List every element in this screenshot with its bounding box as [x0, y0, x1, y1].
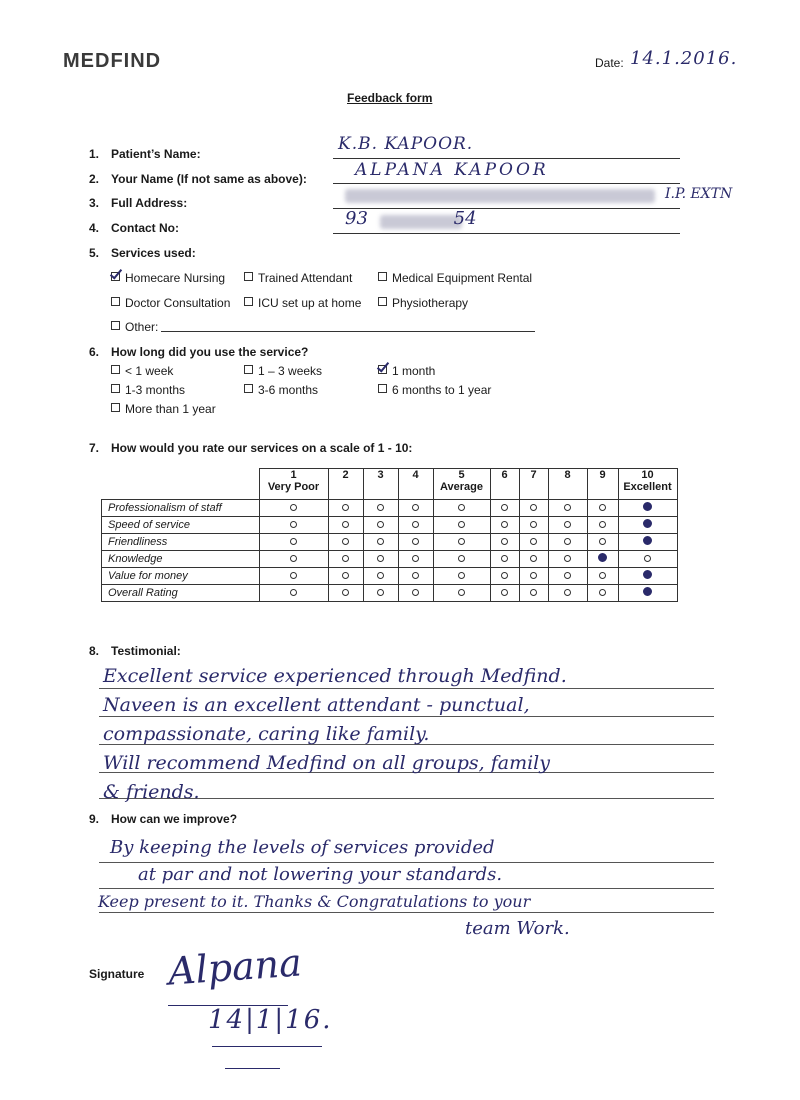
- improve-label: 9. How can we improve?: [89, 812, 238, 826]
- rating-radio[interactable]: [290, 538, 297, 545]
- patient-name-label: 1. Patient’s Name:: [89, 147, 201, 161]
- rating-radio[interactable]: [342, 538, 349, 545]
- rating-row-label: Knowledge: [102, 551, 260, 568]
- rating-radio[interactable]: [290, 521, 297, 528]
- rating-cell: [519, 534, 548, 551]
- rating-cell: [587, 568, 618, 585]
- rating-col-10: 10 Excellent: [618, 469, 677, 500]
- rating-cell: [259, 551, 328, 568]
- rating-radio-selected[interactable]: [643, 587, 652, 596]
- rating-radio[interactable]: [599, 521, 606, 528]
- checkbox[interactable]: [111, 321, 120, 330]
- service-other[interactable]: Other:: [111, 320, 158, 334]
- rating-radio-selected[interactable]: [643, 519, 652, 528]
- rating-cell: [618, 500, 677, 517]
- rating-radio[interactable]: [501, 538, 508, 545]
- rating-cell: [398, 517, 433, 534]
- rating-cell: [618, 534, 677, 551]
- testimonial-line: & friends.: [103, 781, 200, 803]
- rating-header-row: [102, 469, 678, 500]
- rating-cell: [363, 568, 398, 585]
- rating-radio[interactable]: [458, 538, 465, 545]
- rating-radio[interactable]: [458, 504, 465, 511]
- rating-cell: [433, 500, 490, 517]
- rating-radio[interactable]: [412, 504, 419, 511]
- rating-cell: [548, 534, 587, 551]
- rating-radio[interactable]: [564, 555, 571, 562]
- rating-cell: [587, 551, 618, 568]
- rating-cell: [328, 534, 363, 551]
- checkbox-checked[interactable]: [111, 272, 120, 281]
- rating-cell: [363, 551, 398, 568]
- rating-radio-selected[interactable]: [598, 553, 607, 562]
- rating-cell: [587, 517, 618, 534]
- rating-cell: [328, 568, 363, 585]
- rating-cell: [548, 517, 587, 534]
- checkbox[interactable]: [111, 403, 120, 412]
- contact-line: [333, 233, 680, 234]
- contact-value: 93 54: [345, 208, 477, 229]
- rating-radio[interactable]: [377, 521, 384, 528]
- testimonial-line: Will recommend Medfind on all groups, family: [103, 752, 550, 774]
- rating-radio[interactable]: [458, 572, 465, 579]
- rating-table: [101, 468, 678, 602]
- rating-radio[interactable]: [342, 521, 349, 528]
- checkbox[interactable]: [244, 365, 253, 374]
- service-homecare-nursing[interactable]: Homecare Nursing: [111, 271, 225, 285]
- rating-radio[interactable]: [290, 555, 297, 562]
- address-label: 3. Full Address:: [89, 196, 188, 210]
- rating-cell: [398, 534, 433, 551]
- rating-radio[interactable]: [501, 504, 508, 511]
- rating-cell: [519, 517, 548, 534]
- rating-row: [102, 568, 678, 585]
- rating-row: [102, 551, 678, 568]
- signature-date: 14|1|16.: [208, 1005, 333, 1035]
- rating-row: [102, 517, 678, 534]
- service-equipment-rental[interactable]: Medical Equipment Rental: [378, 271, 532, 285]
- rating-radio[interactable]: [377, 504, 384, 511]
- rating-col-2: 2: [328, 469, 363, 500]
- contact-label: 4. Contact No:: [89, 221, 179, 235]
- rating-radio[interactable]: [530, 555, 537, 562]
- rating-corner: [102, 469, 260, 500]
- rating-radio[interactable]: [412, 589, 419, 596]
- rating-cell: [259, 585, 328, 602]
- rating-cell: [548, 568, 587, 585]
- rating-cell: [398, 585, 433, 602]
- rating-cell: [490, 517, 519, 534]
- rating-radio[interactable]: [644, 555, 651, 562]
- rating-radio[interactable]: [530, 521, 537, 528]
- rating-row-label: Professionalism of staff: [102, 500, 260, 517]
- rating-cell: [259, 534, 328, 551]
- rating-cell: [519, 585, 548, 602]
- patient-name-value: K.B. KAPOOR.: [338, 134, 474, 154]
- rating-radio[interactable]: [377, 589, 384, 596]
- rating-col-5: 5 Average: [433, 469, 490, 500]
- checkbox[interactable]: [378, 297, 387, 306]
- your-name-value: ALPANA KAPOOR: [355, 160, 549, 180]
- rating-row: [102, 500, 678, 517]
- rating-radio[interactable]: [342, 555, 349, 562]
- address-value: I.P. EXTN: [665, 186, 733, 202]
- rating-cell: [490, 551, 519, 568]
- rating-radio[interactable]: [290, 589, 297, 596]
- rating-cell: [363, 534, 398, 551]
- duration-less-1-week[interactable]: < 1 week: [111, 364, 173, 378]
- rating-radio[interactable]: [599, 572, 606, 579]
- company-logo: MEDFIND: [63, 50, 162, 72]
- rating-cell: [490, 500, 519, 517]
- duration-label: 6. How long did you use the service?: [89, 345, 309, 359]
- rating-cell: [618, 517, 677, 534]
- checkbox[interactable]: [111, 297, 120, 306]
- rating-row: [102, 534, 678, 551]
- checkbox[interactable]: [111, 384, 120, 393]
- rating-radio[interactable]: [501, 572, 508, 579]
- rating-cell: [328, 585, 363, 602]
- rating-radio[interactable]: [530, 504, 537, 511]
- duration-1-3-months[interactable]: 1-3 months: [111, 383, 185, 397]
- rating-label: 7. How would you rate our services on a scale of 1 - 10:: [89, 441, 413, 455]
- rating-cell: [519, 551, 548, 568]
- rating-radio[interactable]: [501, 555, 508, 562]
- rating-cell: [548, 585, 587, 602]
- improve-text: [98, 834, 570, 942]
- date-value: 14.1.2016.: [630, 48, 738, 69]
- rating-cell: [490, 585, 519, 602]
- rating-radio[interactable]: [377, 538, 384, 545]
- rating-cell: [587, 585, 618, 602]
- rating-cell: [259, 500, 328, 517]
- rating-cell: [363, 500, 398, 517]
- signature-name: Alpana: [166, 940, 304, 994]
- rating-cell: [618, 585, 677, 602]
- testimonial-line: Naveen is an excellent attendant - punctual,: [103, 694, 530, 716]
- rating-radio[interactable]: [564, 504, 571, 511]
- improve-line: By keeping the levels of services provided: [110, 837, 495, 858]
- rating-radio-selected[interactable]: [643, 536, 652, 545]
- rating-cell: [618, 568, 677, 585]
- patient-name-line: [333, 158, 680, 159]
- rating-radio[interactable]: [501, 589, 508, 596]
- rating-row-label: Overall Rating: [102, 585, 260, 602]
- form-title: Feedback form: [347, 91, 433, 105]
- checkbox[interactable]: [244, 297, 253, 306]
- rating-radio[interactable]: [564, 538, 571, 545]
- rating-radio[interactable]: [377, 555, 384, 562]
- rating-radio-selected[interactable]: [643, 502, 652, 511]
- signature-stroke: [225, 1068, 280, 1069]
- rating-radio[interactable]: [412, 572, 419, 579]
- rating-cell: [433, 534, 490, 551]
- rating-col-1: 1 Very Poor: [259, 469, 328, 500]
- testimonial-text: [103, 662, 567, 807]
- rating-cell: [328, 517, 363, 534]
- rating-radio[interactable]: [342, 504, 349, 511]
- services-label: 5. Services used:: [89, 246, 196, 260]
- signature-stroke: [212, 1046, 322, 1047]
- rating-cell: [259, 568, 328, 585]
- checkbox[interactable]: [378, 272, 387, 281]
- rating-radio[interactable]: [342, 572, 349, 579]
- checkbox[interactable]: [244, 384, 253, 393]
- rating-row-label: Value for money: [102, 568, 260, 585]
- rating-radio[interactable]: [599, 589, 606, 596]
- duration-3-6-months[interactable]: 3-6 months: [244, 383, 318, 397]
- rating-col-8: 8: [548, 469, 587, 500]
- rating-col-6: 6: [490, 469, 519, 500]
- duration-more-1-year[interactable]: More than 1 year: [111, 402, 216, 416]
- date-label: Date:: [595, 56, 624, 70]
- rating-cell: [490, 534, 519, 551]
- improve-line: at par and not lowering your standards.: [138, 864, 503, 885]
- rating-cell: [587, 534, 618, 551]
- rating-radio[interactable]: [377, 572, 384, 579]
- checkbox[interactable]: [111, 365, 120, 374]
- other-line: [161, 331, 535, 332]
- rating-cell: [433, 551, 490, 568]
- rating-radio[interactable]: [412, 555, 419, 562]
- rating-cell: [398, 551, 433, 568]
- rating-radio[interactable]: [599, 504, 606, 511]
- rating-cell: [587, 500, 618, 517]
- rating-row-label: Speed of service: [102, 517, 260, 534]
- rating-radio[interactable]: [501, 521, 508, 528]
- rating-cell: [433, 517, 490, 534]
- rating-radio[interactable]: [342, 589, 349, 596]
- rating-cell: [363, 585, 398, 602]
- duration-1-month[interactable]: 1 month: [378, 364, 435, 378]
- rating-cell: [398, 568, 433, 585]
- rating-cell: [328, 551, 363, 568]
- signature-label: Signature: [89, 967, 145, 981]
- rating-cell: [519, 500, 548, 517]
- rating-cell: [433, 568, 490, 585]
- service-trained-attendant[interactable]: Trained Attendant: [244, 271, 352, 285]
- checkbox[interactable]: [378, 384, 387, 393]
- duration-1-3-weeks[interactable]: 1 – 3 weeks: [244, 364, 322, 378]
- your-name-label: 2. Your Name (If not same as above):: [89, 172, 307, 186]
- rating-cell: [548, 551, 587, 568]
- rating-radio[interactable]: [458, 555, 465, 562]
- rating-radio[interactable]: [530, 538, 537, 545]
- improve-line: team Work.: [465, 918, 570, 939]
- rating-radio[interactable]: [530, 572, 537, 579]
- rating-cell: [328, 500, 363, 517]
- testimonial-label: 8. Testimonial:: [89, 644, 181, 658]
- rating-row-label: Friendliness: [102, 534, 260, 551]
- rating-radio[interactable]: [530, 589, 537, 596]
- rating-cell: [548, 500, 587, 517]
- rating-radio[interactable]: [564, 589, 571, 596]
- rating-cell: [618, 551, 677, 568]
- service-icu-setup[interactable]: ICU set up at home: [244, 296, 361, 310]
- rating-cell: [398, 500, 433, 517]
- service-doctor-consultation[interactable]: Doctor Consultation: [111, 296, 230, 310]
- rating-col-9: 9: [587, 469, 618, 500]
- rating-radio[interactable]: [458, 589, 465, 596]
- your-name-line: [333, 183, 680, 184]
- service-physiotherapy[interactable]: Physiotherapy: [378, 296, 468, 310]
- rating-col-4: 4: [398, 469, 433, 500]
- rating-col-7: 7: [519, 469, 548, 500]
- rating-col-3: 3: [363, 469, 398, 500]
- improve-line: Keep present to it. Thanks & Congratulations to your: [98, 892, 531, 911]
- rating-radio[interactable]: [599, 538, 606, 545]
- rating-radio[interactable]: [290, 504, 297, 511]
- checkbox[interactable]: [244, 272, 253, 281]
- rating-radio[interactable]: [564, 572, 571, 579]
- rating-row: [102, 585, 678, 602]
- rating-cell: [490, 568, 519, 585]
- address-redacted: [345, 187, 655, 205]
- rating-radio-selected[interactable]: [643, 570, 652, 579]
- duration-6-12-months[interactable]: 6 months to 1 year: [378, 383, 491, 397]
- rating-radio[interactable]: [564, 521, 571, 528]
- rating-cell: [433, 585, 490, 602]
- testimonial-line: compassionate, caring like family.: [103, 723, 430, 745]
- testimonial-line: Excellent service experienced through Medfind.: [103, 665, 567, 687]
- rating-cell: [259, 517, 328, 534]
- rating-radio[interactable]: [290, 572, 297, 579]
- checkbox-checked[interactable]: [378, 365, 387, 374]
- rating-cell: [363, 517, 398, 534]
- rating-radio[interactable]: [412, 538, 419, 545]
- rating-radio[interactable]: [412, 521, 419, 528]
- rating-radio[interactable]: [458, 521, 465, 528]
- rating-cell: [519, 568, 548, 585]
